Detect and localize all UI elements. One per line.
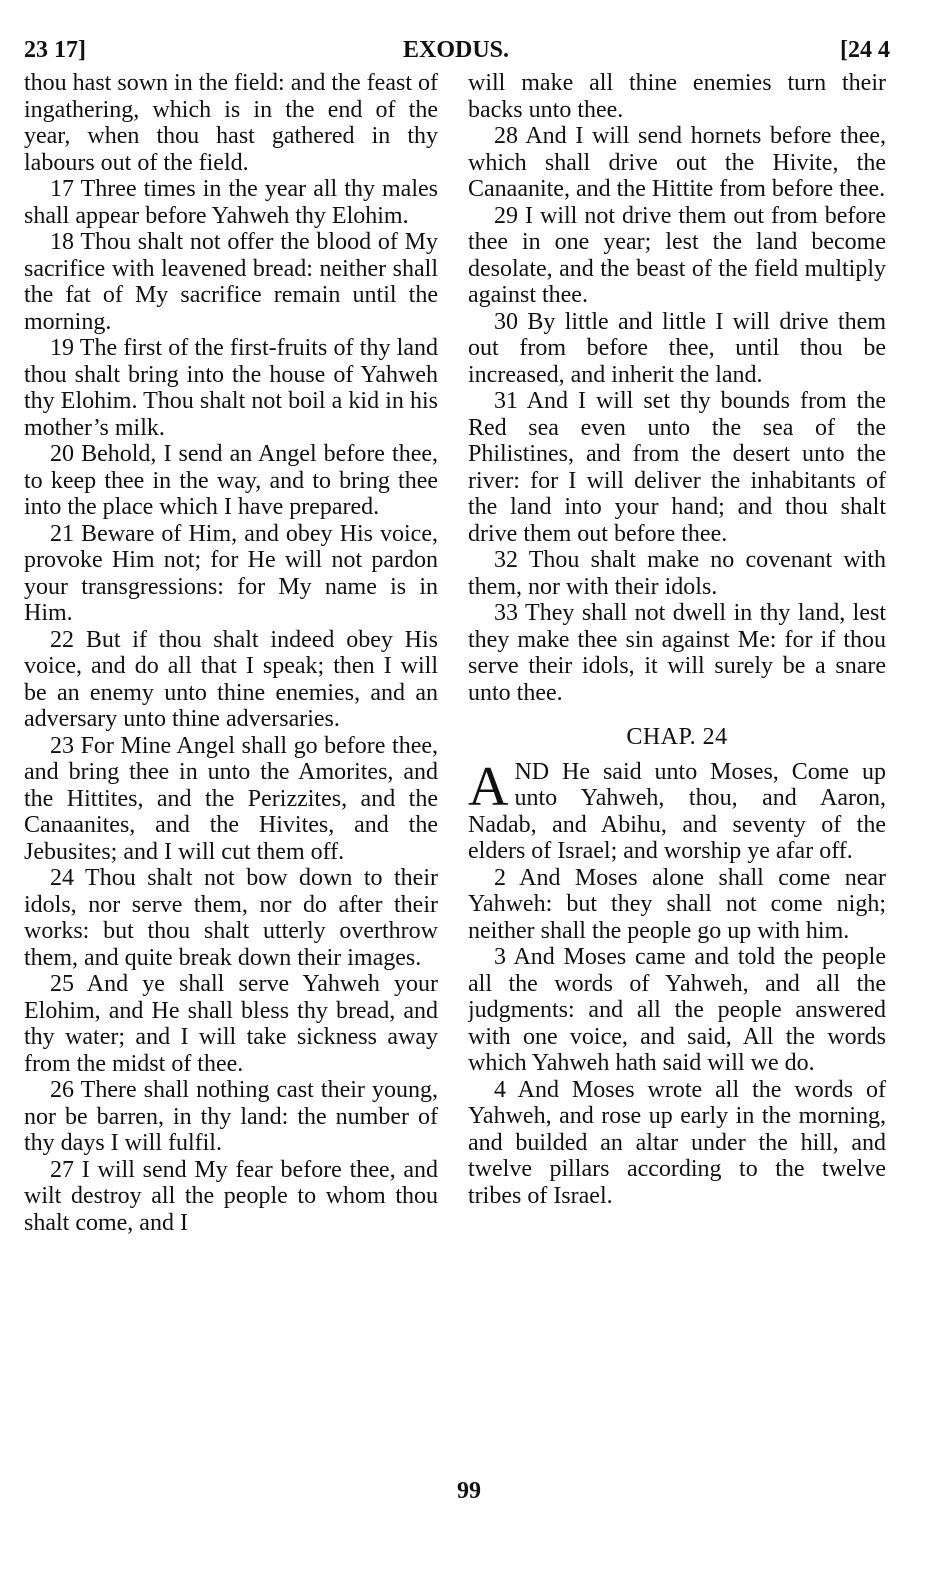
verse-paragraph: 25 And ye shall serve Yahweh your Elohim, and He shall bless thy bread, and thy water; and I will take sickness away from the midst of thee. xyxy=(24,971,438,1077)
verse-paragraph: will make all thine enemies turn their backs unto thee. xyxy=(468,70,886,123)
chapter-opening-text: ND He said unto Moses, Come up unto Yahweh, thou, and Aaron, Nadab, and Abihu, and seventy of the elders of Israel; and worship ye afar off. xyxy=(468,758,886,864)
verse-paragraph: 2 And Moses alone shall come near Yahweh: but they shall not come nigh; neither shall the people go up with him. xyxy=(468,864,886,944)
verse-paragraph: 24 Thou shalt not bow down to their idols, nor serve them, nor do after their works: but thou shalt utterly overthrow them, and quite break down their images. xyxy=(24,865,438,971)
header-book-title: EXODUS. xyxy=(402,37,510,63)
verse-paragraph: 30 By little and little I will drive them out from before thee, until thou be increased, and inherit the land. xyxy=(468,308,886,388)
chapter-heading: CHAP. 24 xyxy=(626,724,728,750)
verse-paragraph: 29 I will not drive them out from before thee in one year; lest the land become desolate, and the beast of the field multiply against thee. xyxy=(468,202,886,308)
verse-paragraph: thou hast sown in the field: and the feast of ingathering, which is in the end of the year, when thou hast gathered in thy labours out of the field. xyxy=(24,70,438,176)
page-number: 99 xyxy=(457,1478,481,1504)
header-verse-end: [24 4 xyxy=(840,37,890,63)
verse-paragraph: 22 But if thou shalt indeed obey His voice, and do all that I speak; then I will be an enemy unto thine enemies, and an adversary unto thine adversaries. xyxy=(24,626,438,732)
verse-paragraph: 33 They shall not dwell in thy land, lest they make thee sin against Me: for if thou serve their idols, it will surely be a snare unto thee. xyxy=(468,600,886,706)
verse-paragraph: 23 For Mine Angel shall go before thee, and bring thee in unto the Amorites, and the Hittites, and the Perizzites, and the Canaanites, and the Hivites, and the Jebusites; and I will cut them off. xyxy=(24,732,438,865)
verse-paragraph: 17 Three times in the year all thy males shall appear before Yahweh thy Elohim. xyxy=(24,176,438,229)
verse-paragraph: 3 And Moses came and told the people all the words of Yahweh, and all the judgments: and all the people answered with one voice, and said, All the words which Yahweh hath said will we do. xyxy=(468,944,886,1076)
verse-paragraph: 31 And I will set thy bounds from the Red sea even unto the sea of the Philistines, and from the desert unto the river: for I will deliver the inhabitants of the land into your hand; and thou shalt drive them out before thee. xyxy=(468,388,886,547)
verse-paragraph: 18 Thou shalt not offer the blood of My sacrifice with leavened bread: neither shall the fat of My sacrifice remain until the morning. xyxy=(24,229,438,335)
drop-cap: A xyxy=(468,755,509,818)
verse-paragraph: 27 I will send My fear before thee, and wilt destroy all the people to whom thou shalt come, and I xyxy=(24,1156,438,1236)
verse-paragraph: 20 Behold, I send an Angel before thee, to keep thee in the way, and to bring thee into the place which I have prepared. xyxy=(24,441,438,520)
verse-paragraph: 4 And Moses wrote all the words of Yahweh, and rose up early in the morning, and builded an altar under the hill, and twelve pillars according to the twelve tribes of Israel. xyxy=(468,1076,886,1209)
right-text-column xyxy=(468,70,886,1470)
header-verse-start: 23 17] xyxy=(24,37,86,63)
verse-paragraph: 21 Beware of Him, and obey His voice, provoke Him not; for He will not pardon your transgressions: for My name is in Him. xyxy=(24,520,438,626)
verse-paragraph: 26 There shall nothing cast their young, nor be barren, in thy land: the number of thy days I will fulfil. xyxy=(24,1077,438,1156)
verse-paragraph: 19 The first of the first-fruits of thy land thou shalt bring into the house of Yahweh thy Elohim. Thou shalt not boil a kid in his mother’s milk. xyxy=(24,335,438,441)
verse-paragraph: 32 Thou shalt make no covenant with them, nor with their idols. xyxy=(468,547,886,600)
running-header xyxy=(22,30,890,70)
verse-paragraph: 28 And I will send hornets before thee, which shall drive out the Hivite, the Canaanite, and the Hittite from before thee. xyxy=(468,123,886,202)
chapter-opening-paragraph xyxy=(468,755,886,865)
left-text-column xyxy=(24,70,438,1470)
